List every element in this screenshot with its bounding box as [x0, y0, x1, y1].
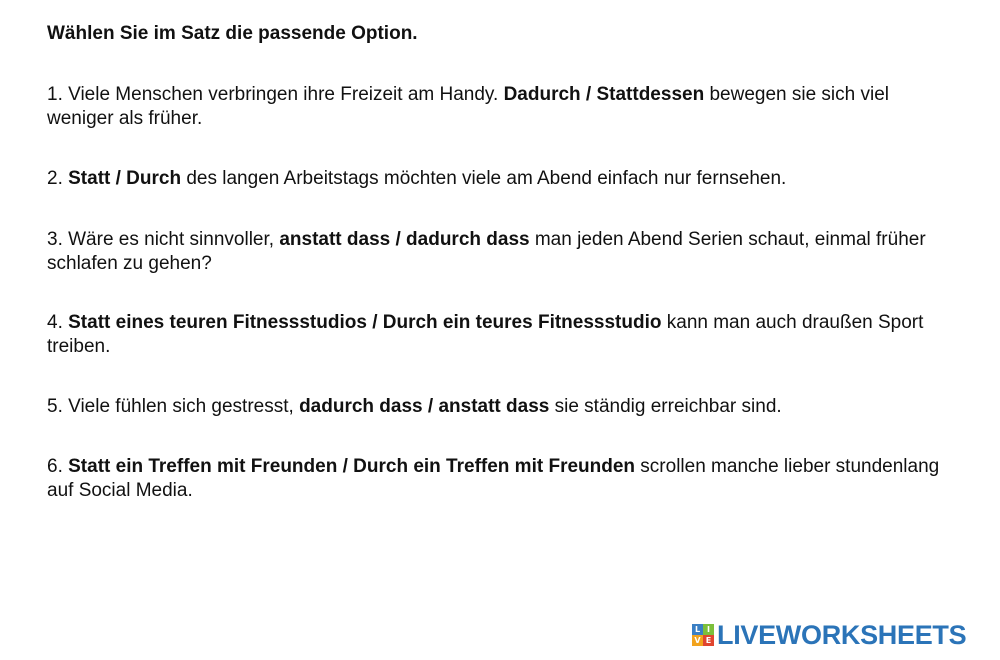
question-2-text-before: 2. [47, 168, 69, 189]
logo-letter-e: E [703, 635, 714, 646]
question-6 [47, 455, 952, 503]
question-6-options[interactable]: Statt ein Treffen mit Freunden / Durch ein Treffen mit Freunden [68, 456, 636, 477]
question-3 [47, 228, 952, 276]
question-1-text-after: bewegen sie sich viel weniger als früher. [47, 84, 890, 129]
question-3-text-after: man jeden Abend Serien schaut, einmal früher schlafen zu gehen? [47, 229, 926, 274]
liveworksheets-wordmark: LIVEWORKSHEETS [717, 619, 967, 650]
question-3-text-before: 3. Wäre es nicht sinnvoller, [47, 229, 280, 250]
question-5 [47, 395, 952, 419]
question-4-text-before: 4. [47, 312, 69, 333]
question-5-text-before: 5. Viele fühlen sich gestresst, [47, 396, 300, 417]
liveworksheets-logo-icon [692, 624, 714, 646]
question-1 [47, 83, 952, 131]
logo-letter-v: V [692, 635, 703, 646]
logo-letter-i: I [703, 624, 714, 635]
question-3-options[interactable]: anstatt dass / dadurch dass [279, 229, 530, 250]
liveworksheets-logo[interactable] [692, 620, 966, 650]
question-1-options[interactable]: Dadurch / Stattdessen [503, 84, 705, 105]
question-5-text-after: sie ständig erreichbar sind. [549, 396, 782, 417]
question-4-text-after: kann man auch draußen Sport treiben. [47, 312, 924, 357]
question-5-options[interactable]: dadurch dass / anstatt dass [299, 396, 550, 417]
question-4-options[interactable]: Statt eines teuren Fitnessstudios / Durch ein teures Fitnessstudio [68, 312, 662, 333]
logo-letter-l: L [692, 624, 703, 635]
question-4 [47, 311, 952, 359]
question-1-text-before: 1. Viele Menschen verbringen ihre Freizeit am Handy. [47, 84, 504, 105]
question-2 [47, 167, 952, 191]
question-6-text-before: 6. [47, 456, 69, 477]
question-2-text-after: des langen Arbeitstags möchten viele am Abend einfach nur fernsehen. [181, 168, 787, 189]
question-6-text-after: scrollen manche lieber stundenlang auf Social Media. [47, 456, 940, 501]
question-2-options[interactable]: Statt / Durch [68, 168, 182, 189]
instructions-heading: Wählen Sie im Satz die passende Option. [47, 23, 418, 44]
